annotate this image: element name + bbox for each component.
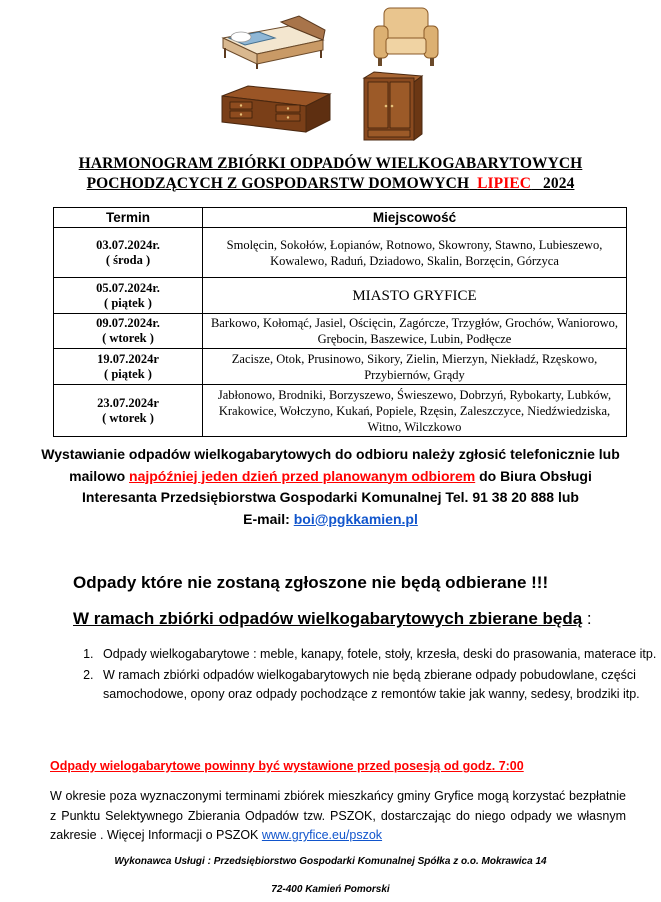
desk-icon <box>218 82 334 138</box>
row-day: ( piątek ) <box>104 295 152 310</box>
row-day: ( wtorek ) <box>102 331 154 345</box>
red-notice: Odpady wielogabarytowe powinny być wystawione przed posesją od godz. 7:00 <box>50 759 524 773</box>
date-cell <box>54 228 203 278</box>
places-cell: Zacisze, Otok, Prusinowo, Sikory, Zielin, Mierzyn, Niekładź, Rzęskowo, Przybiernów, Grądy <box>203 349 627 385</box>
places-cell: Smolęcin, Sokołów, Łopianów, Rotnowo, Skowrony, Stawno, Lubieszewo, Kowalewo, Raduń, Dziadowo, Skalin, Borzęcin, Górzyca <box>203 228 627 278</box>
armchair-icon <box>370 4 442 68</box>
row-date: 09.07.2024r. <box>96 316 160 330</box>
table-row <box>54 314 627 349</box>
list-item: 2. W ramach zbiórki odpadów wielkogabarytowych nie będą zbierane odpady pobudowlane, części samochodowe, opony oraz odpady pochodzące z remontów takie jak wanny, sedesy, brodziki itp. <box>97 666 657 705</box>
collected-heading-text: W ramach zbiórki odpadów wielkogabarytowych zbierane będą <box>73 609 583 628</box>
title-prefix: POCHODZĄCYCH Z GOSPODARSTW DOMOWYCH <box>86 175 470 192</box>
places-cell: Barkowo, Kołomąć, Jasiel, Ościęcin, Zagórcze, Trzygłów, Grochów, Waniorowo, Grębocin, Baszewice, Lubin, Podłęcze <box>203 314 627 349</box>
row-date: 23.07.2024r <box>97 395 159 410</box>
row-date: 19.07.2024r <box>97 351 159 366</box>
notice-text-1: Wystawianie odpadów wielkogabarytowych do odbioru należy zgłosić telefonicznie lub mailowo <box>41 446 620 484</box>
row-day: ( piątek ) <box>104 366 152 381</box>
list-item: 1. Odpady wielkogabarytowe : meble, kanapy, fotele, stoły, krzesła, deski do prasowania, materace itp. <box>97 645 657 665</box>
wardrobe-icon <box>358 70 426 146</box>
table-row <box>54 349 627 385</box>
places-cell: Jabłonowo, Brodniki, Borzyszewo, Świeszewo, Dobrzyń, Rybokarty, Lubków, Krakowice, Wołczyno, Kukań, Popiele, Rzęsin, Zaleszczyce, Niedźwiedziska, Witno, Wilczkowo <box>203 385 627 437</box>
table-row <box>54 385 627 437</box>
pszok-paragraph <box>50 787 626 846</box>
bed-icon <box>219 8 329 70</box>
table-row <box>54 278 627 314</box>
row-date: 03.07.2024r. <box>96 237 160 252</box>
title-year: 2024 <box>543 175 575 192</box>
footer-line-2: 72-400 Kamień Pomorski <box>271 884 390 895</box>
title-month: LIPIEC <box>477 175 532 192</box>
pszok-text: W okresie poza wyznaczonymi terminami zbiórek mieszkańcy gminy Gryfice mogą korzystać bezpłatnie z Punktu Selektywnego Zbierania Odpadów tzw. PSZOK, dostarczając do niego odpady we własnym zakresie . Więcej Informacji o PSZOK <box>50 789 626 842</box>
notice-text-2: do Biura Obsługi Interesanta Przedsiębiorstwa Gospodarki Komunalnej Tel. 91 38 20 888 lub <box>82 467 592 505</box>
table-header-row <box>54 208 627 228</box>
collected-heading-colon: : <box>582 609 592 628</box>
notice-paragraph <box>40 444 621 530</box>
email-link[interactable]: boi@pgkkamien.pl <box>293 510 418 527</box>
row-date: 05.07.2024r. <box>96 280 160 295</box>
date-cell <box>54 278 203 314</box>
date-cell <box>54 349 203 385</box>
header-termin: Termin <box>54 208 203 228</box>
collected-items-list <box>52 645 657 706</box>
row-day: ( wtorek ) <box>102 410 154 425</box>
email-label: E-mail: <box>243 510 294 527</box>
places-cell: MIASTO GRYFICE <box>203 278 627 314</box>
table-row <box>54 228 627 278</box>
notice-deadline: najpóźniej jeden dzień przed planowanym odbiorem <box>129 467 476 484</box>
pszok-link[interactable]: www.gryfice.eu/pszok <box>261 828 383 842</box>
warning-heading: Odpady które nie zostaną zgłoszone nie będą odbierane !!! <box>73 573 549 592</box>
collected-heading <box>73 609 592 629</box>
schedule-table <box>53 207 627 437</box>
title-line-1: HARMONOGRAM ZBIÓRKI ODPADÓW WIELKOGABARYTOWYCH <box>78 155 583 172</box>
date-cell <box>54 314 203 349</box>
row-day: ( środa ) <box>105 252 151 267</box>
header-miejscowosc: Miejscowość <box>203 208 627 228</box>
title-line-2 <box>0 175 661 193</box>
date-cell <box>54 385 203 437</box>
footer-line-1: Wykonawca Usługi : Przedsiębiorstwo Gospodarki Komunalnej Spółka z o.o. Mokrawica 14 <box>114 856 547 867</box>
